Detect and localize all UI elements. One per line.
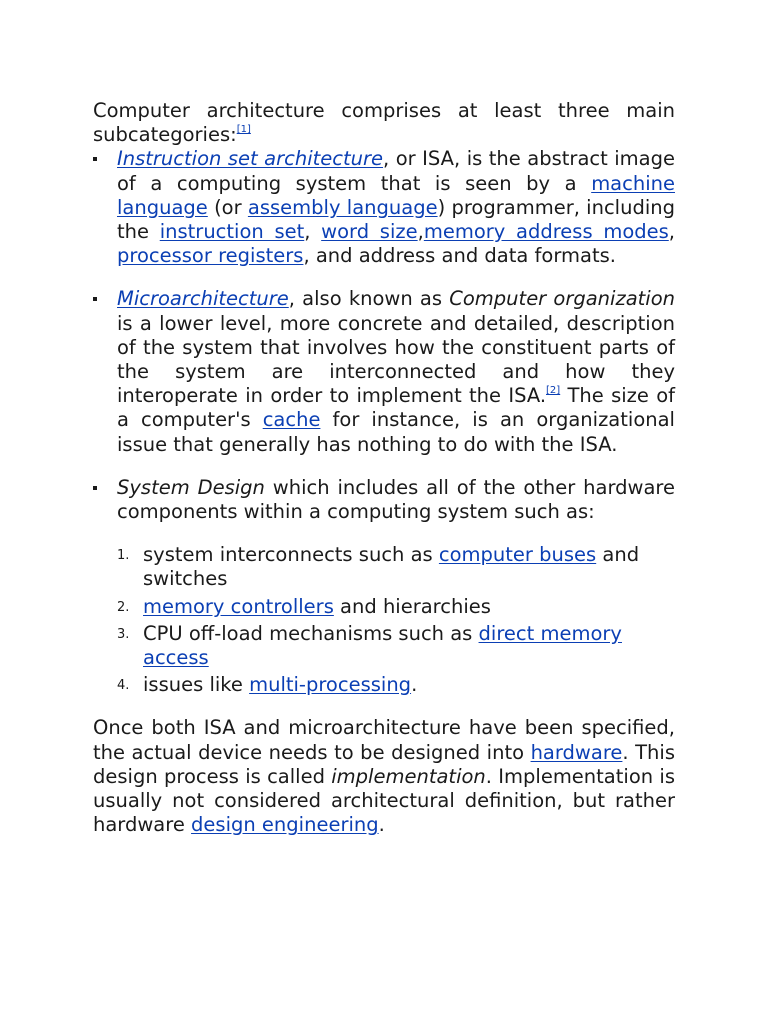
list-item-microarchitecture <box>93 287 675 456</box>
system-design-sublist <box>117 543 675 697</box>
text-span: for instance, is an organizational issue that generally has nothing to do with the ISA. <box>117 408 675 456</box>
text-span: , also known as <box>288 287 450 311</box>
text-span: Once both ISA and microarchitecture have been specified, the actual device needs to be designed into <box>93 716 675 764</box>
closing-paragraph <box>93 716 675 837</box>
link-processor-registers[interactable]: processor registers <box>117 244 304 268</box>
sublist-item <box>117 595 675 619</box>
text-span: , and address and data formats. <box>303 244 616 268</box>
text-span: , <box>304 220 322 244</box>
link-multi-processing[interactable]: multi-processing <box>249 673 412 697</box>
list-item-system-design <box>93 476 675 698</box>
link-machine-language[interactable]: machine language <box>117 171 675 219</box>
sublist-item <box>117 622 675 670</box>
text-span: . <box>378 813 385 837</box>
text-span: issues like <box>143 673 250 697</box>
list-item-isa <box>93 147 675 268</box>
footnote-ref-1 <box>237 124 251 135</box>
text-span: ) programmer, including the <box>117 195 675 244</box>
text-span: and hierarchies <box>333 594 491 618</box>
intro-paragraph <box>93 99 675 147</box>
emphasis-system-design: System Design <box>117 475 265 499</box>
link-cache[interactable]: cache <box>262 408 321 432</box>
intro-text: Computer architecture comprises at least three main subcategories: <box>93 99 675 147</box>
text-span: , <box>417 220 424 244</box>
link-design-engineering[interactable]: design engineering <box>191 813 379 837</box>
text-span: (or <box>207 195 248 219</box>
text-span: , <box>668 220 675 244</box>
link-microarchitecture[interactable]: Microarchitecture <box>117 287 289 311</box>
sublist-item <box>117 543 675 591</box>
square-bullet-icon <box>93 157 97 161</box>
footnote-link-2[interactable]: [2] <box>546 385 561 397</box>
text-span: , or ISA, is the abstract image of a computing system that is seen by a <box>117 147 675 195</box>
link-instruction-set[interactable]: instruction set <box>159 220 305 244</box>
link-instruction-set-architecture[interactable]: Instruction set architecture <box>117 147 384 171</box>
text-span: . This design process is called <box>93 740 675 788</box>
square-bullet-icon <box>93 486 97 490</box>
text-span: system interconnects such as <box>143 543 439 567</box>
square-bullet-icon <box>93 297 97 301</box>
text-span: . Implementation is usually not considered architectural definition, but rather hardware <box>93 764 675 837</box>
footnote-link-1[interactable]: [1] <box>236 124 251 136</box>
link-computer-buses[interactable]: computer buses <box>438 543 597 567</box>
item-number: 3. <box>117 626 130 642</box>
link-assembly-language[interactable]: assembly language <box>247 195 438 219</box>
text-span: is a lower level, more concrete and detailed, description of the system that involves how the constituent parts of the system are interconnected and how they interoperate in order to implement the ISA. <box>117 311 675 408</box>
text-span: The size of a computer's <box>117 384 676 432</box>
text-span: CPU off-load mechanisms such as <box>143 621 479 645</box>
link-word-size[interactable]: word size <box>321 220 418 244</box>
item-number: 4. <box>117 678 130 694</box>
subcategory-list <box>93 147 675 697</box>
item-number: 2. <box>117 599 130 615</box>
sublist-item <box>117 673 675 697</box>
link-memory-controllers[interactable]: memory controllers <box>143 594 334 618</box>
footnote-ref-2 <box>546 385 560 396</box>
emphasis-computer-organization: Computer organization <box>449 287 676 311</box>
link-hardware[interactable]: hardware <box>530 740 623 764</box>
text-span: which includes all of the other hardware components within a computing system such as: <box>117 475 675 524</box>
document-page <box>93 99 675 837</box>
link-memory-address-modes[interactable]: memory address modes <box>423 220 669 244</box>
text-span: . <box>411 673 418 697</box>
emphasis-implementation: implementation <box>331 764 486 788</box>
link-direct-memory-access[interactable]: direct memory access <box>143 621 622 670</box>
text-span: and switches <box>143 543 640 591</box>
item-number: 1. <box>117 548 130 564</box>
